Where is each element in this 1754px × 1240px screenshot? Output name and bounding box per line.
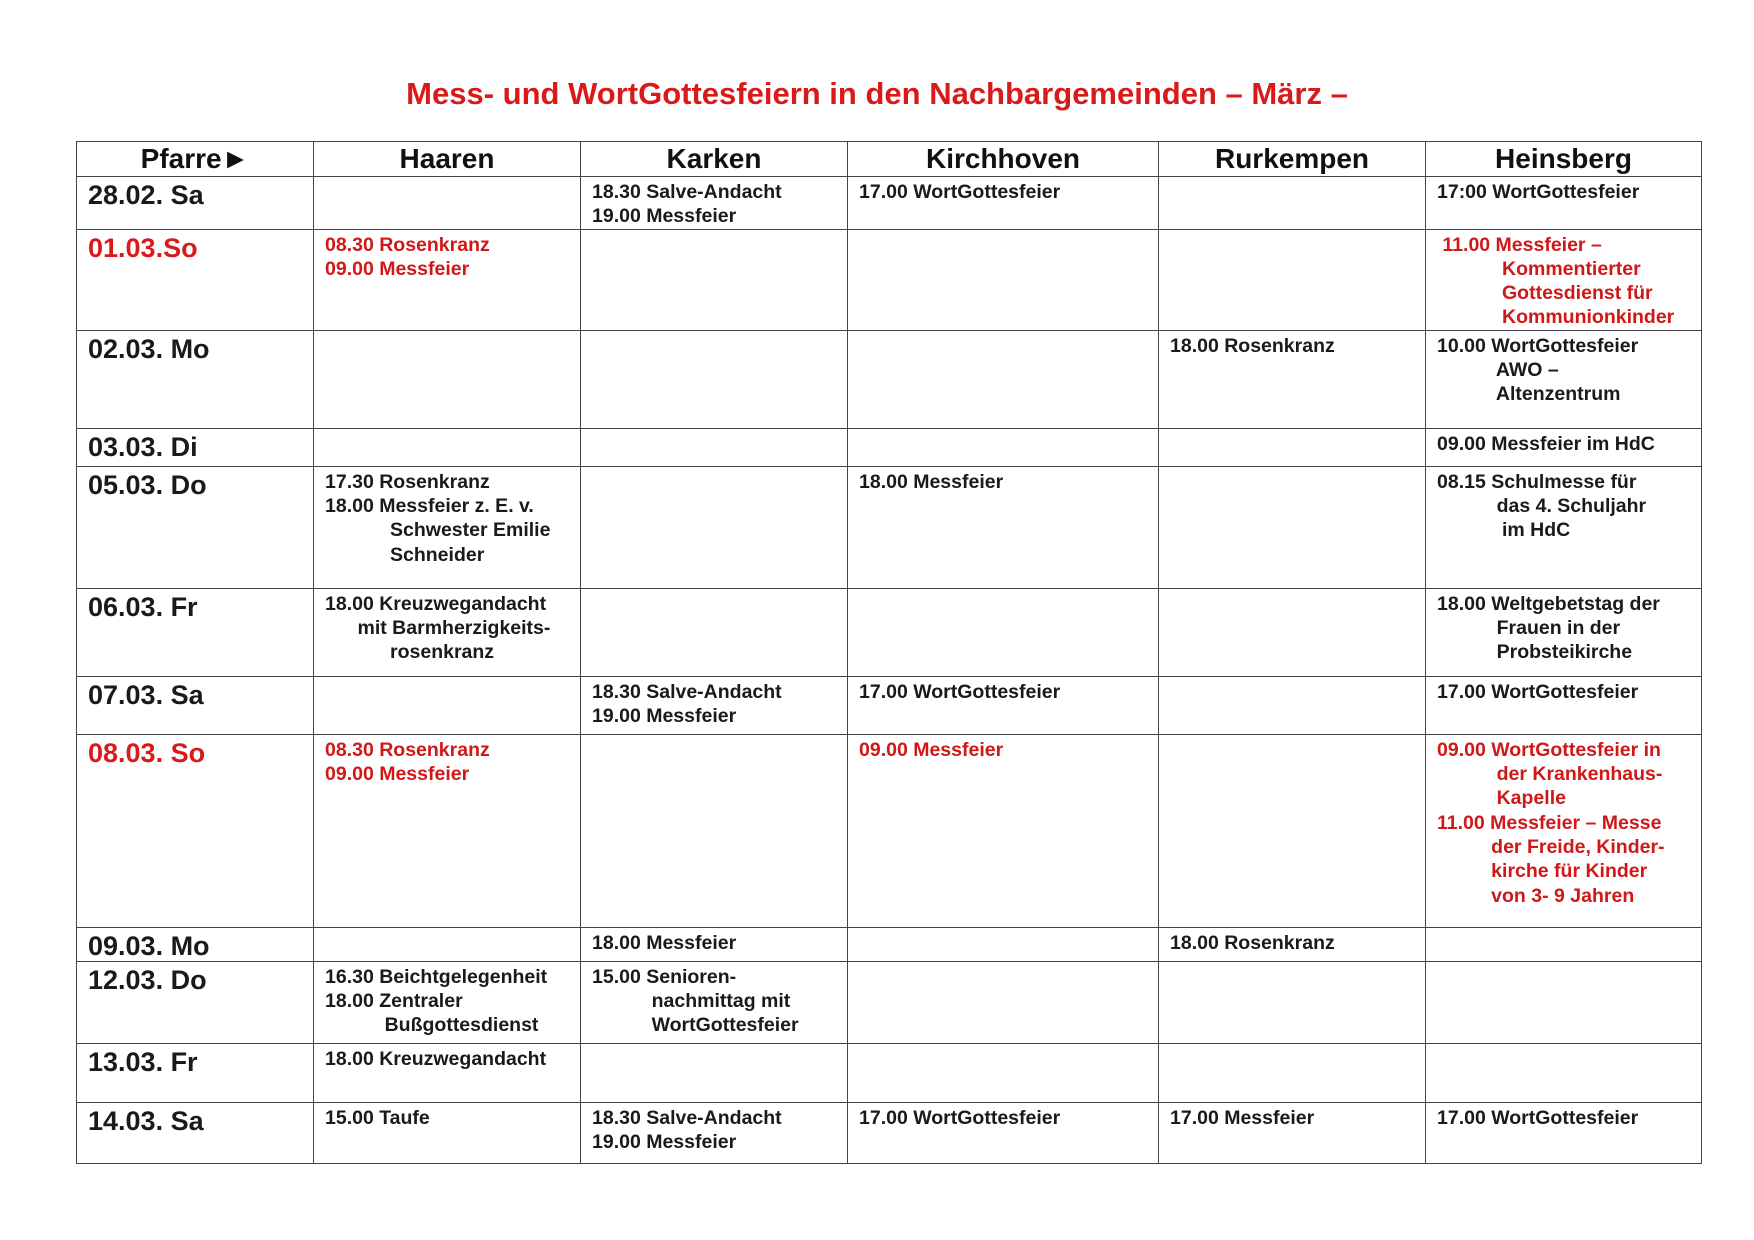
entry-line [1170, 432, 1425, 456]
cell-heinsberg [1426, 961, 1702, 1043]
cell-kirchhoven [848, 177, 1159, 230]
entry-line: 19.00 Messfeier [592, 705, 737, 728]
entry-line [1170, 180, 1425, 204]
cell-karken [581, 734, 848, 927]
cell-kirchhoven [848, 1043, 1159, 1102]
entry-line [325, 931, 580, 955]
entry-line [592, 432, 847, 456]
table-row [77, 330, 1702, 428]
entry-line: 18.00 Weltgebetstag der [1437, 592, 1660, 615]
entry-line: der Freide, Kinder- [1437, 835, 1665, 858]
day-cell: 09.03. Mo [77, 927, 314, 961]
day-cell: 01.03.So [77, 229, 314, 330]
entry-line: 18.00 Rosenkranz [1170, 334, 1335, 357]
column-header-haaren: Haaren [314, 142, 581, 177]
cell-karken [581, 330, 848, 428]
cell-heinsberg [1426, 229, 1702, 330]
cell-kirchhoven [848, 927, 1159, 961]
table-row [77, 588, 1702, 676]
entry-line: das 4. Schuljahr [1437, 495, 1647, 518]
entry-line: 17.00 WortGottesfeier [859, 1106, 1061, 1129]
day-cell: 02.03. Mo [77, 330, 314, 428]
cell-kirchhoven [848, 466, 1159, 588]
entry-line [859, 1047, 1158, 1071]
cell-haaren [314, 734, 581, 927]
entry-line: 09.00 Messfeier [325, 257, 470, 280]
cell-haaren [314, 330, 581, 428]
cell-karken [581, 229, 848, 330]
cell-rurkempen [1159, 961, 1426, 1043]
cell-heinsberg [1426, 177, 1702, 230]
entry-line [1170, 233, 1425, 257]
entry-line: 17.00 Messfeier [1170, 1106, 1315, 1129]
entry-line: rosenkranz [325, 641, 495, 664]
entry-line: 09.00 Messfeier im HdC [1437, 432, 1655, 455]
day-cell: 14.03. Sa [77, 1102, 314, 1163]
column-header-kirchhoven: Kirchhoven [848, 142, 1159, 177]
entry-line: Kapelle [1437, 787, 1566, 810]
entry-line: nachmittag mit [592, 990, 791, 1013]
entry-line [1437, 931, 1701, 955]
entry-line: 17.00 WortGottesfeier [859, 680, 1061, 703]
entry-line: der Krankenhaus- [1437, 763, 1663, 786]
cell-heinsberg [1426, 330, 1702, 428]
entry-line [1437, 1047, 1701, 1071]
entry-line: Probsteikirche [1437, 641, 1633, 664]
entry-line: 08.30 Rosenkranz [325, 738, 490, 761]
entry-line: Kommunionkinder [1437, 306, 1675, 329]
entry-line: 18.30 Salve-Andacht [592, 1106, 782, 1129]
entry-line: 18.30 Salve-Andacht [592, 680, 782, 703]
entry-line: AWO – [1437, 359, 1559, 382]
entry-line: WortGottesfeier [592, 1014, 799, 1037]
entry-line: 18.30 Salve-Andacht [592, 181, 782, 203]
cell-kirchhoven [848, 961, 1159, 1043]
entry-line: 11.00 Messfeier – Messe [1437, 811, 1662, 834]
entry-line: Bußgottesdienst [325, 1014, 539, 1037]
entry-line: 17.30 Rosenkranz [325, 470, 490, 493]
cell-haaren [314, 466, 581, 588]
cell-karken [581, 466, 848, 588]
cell-rurkempen [1159, 676, 1426, 734]
entry-line [592, 738, 847, 762]
entry-line: 17.00 WortGottesfeier [859, 181, 1061, 203]
entry-line [859, 334, 1158, 358]
column-header-karken: Karken [581, 142, 848, 177]
entry-line [325, 334, 580, 358]
cell-rurkempen [1159, 428, 1426, 466]
schedule-table [76, 141, 1702, 1164]
entry-line: Kommentierter [1437, 257, 1641, 280]
cell-karken [581, 676, 848, 734]
cell-rurkempen [1159, 1102, 1426, 1163]
entry-line [592, 592, 847, 616]
cell-kirchhoven [848, 588, 1159, 676]
entry-line [859, 965, 1158, 989]
entry-line: 09.00 WortGottesfeier in [1437, 738, 1661, 761]
cell-heinsberg [1426, 927, 1702, 961]
entry-line [859, 233, 1158, 257]
cell-haaren [314, 588, 581, 676]
entry-line [1170, 680, 1425, 704]
entry-line: 18.00 Messfeier z. E. v. [325, 495, 534, 518]
cell-kirchhoven [848, 734, 1159, 927]
table-row [77, 466, 1702, 588]
entry-line: 15.00 Senioren- [592, 965, 737, 988]
entry-line: 18.00 Messfeier [592, 931, 737, 954]
cell-karken [581, 588, 848, 676]
entry-line: von 3- 9 Jahren [1437, 884, 1635, 907]
cell-karken [581, 1043, 848, 1102]
entry-line: Schneider [325, 543, 485, 566]
table-row [77, 734, 1702, 927]
entry-line: 19.00 Messfeier [592, 1131, 737, 1154]
entry-line: Altenzentrum [1437, 383, 1621, 406]
entry-line: Frauen in der [1437, 617, 1621, 640]
cell-heinsberg [1426, 1043, 1702, 1102]
entry-line [325, 204, 580, 228]
entry-line [1170, 965, 1425, 989]
cell-heinsberg [1426, 734, 1702, 927]
entry-line [592, 334, 847, 358]
day-cell: 13.03. Fr [77, 1043, 314, 1102]
entry-line [325, 432, 580, 456]
cell-haaren [314, 1043, 581, 1102]
table-row [77, 229, 1702, 330]
cell-rurkempen [1159, 734, 1426, 927]
cell-haaren [314, 961, 581, 1043]
entry-line: Schwester Emilie [325, 519, 551, 542]
cell-karken [581, 927, 848, 961]
entry-line [325, 180, 580, 204]
cell-karken [581, 428, 848, 466]
entry-line: 09.00 Messfeier [325, 763, 470, 786]
cell-haaren [314, 177, 581, 230]
day-cell: 28.02. Sa [77, 177, 314, 230]
table-row [77, 1043, 1702, 1102]
entry-line [859, 432, 1158, 456]
table-row [77, 1102, 1702, 1163]
entry-line: 18.00 Messfeier [859, 470, 1004, 493]
entry-line: 10.00 WortGottesfeier [1437, 334, 1639, 357]
table-row [77, 177, 1702, 230]
day-cell: 05.03. Do [77, 466, 314, 588]
cell-heinsberg [1426, 1102, 1702, 1163]
entry-line: Gottesdienst für [1437, 282, 1653, 305]
entry-line: 08.15 Schulmesse für [1437, 470, 1637, 493]
cell-karken [581, 1102, 848, 1163]
cell-karken [581, 961, 848, 1043]
entry-line [592, 1047, 847, 1071]
cell-kirchhoven [848, 330, 1159, 428]
entry-line [859, 931, 1158, 955]
cell-rurkempen [1159, 1043, 1426, 1102]
schedule-body [77, 177, 1702, 1164]
cell-haaren [314, 927, 581, 961]
entry-line: 17:00 WortGottesfeier [1437, 181, 1640, 203]
entry-line: 09.00 Messfeier [859, 738, 1004, 761]
cell-heinsberg [1426, 588, 1702, 676]
table-row [77, 961, 1702, 1043]
entry-line: 08.30 Rosenkranz [325, 233, 490, 256]
cell-rurkempen [1159, 177, 1426, 230]
entry-line: 19.00 Messfeier [592, 205, 737, 228]
cell-heinsberg [1426, 428, 1702, 466]
cell-rurkempen [1159, 466, 1426, 588]
entry-line: 17.00 WortGottesfeier [1437, 1106, 1639, 1129]
entry-line: 18.00 Kreuzwegandacht [325, 1047, 547, 1070]
entry-line: 18.00 Zentraler [325, 990, 463, 1013]
cell-rurkempen [1159, 588, 1426, 676]
entry-line: 11.00 Messfeier – [1437, 233, 1602, 256]
entry-line: kirche für Kinder [1437, 860, 1648, 883]
cell-haaren [314, 1102, 581, 1163]
entry-line [1170, 1047, 1425, 1071]
entry-line [592, 470, 847, 494]
cell-haaren [314, 676, 581, 734]
entry-line: 18.00 Rosenkranz [1170, 931, 1335, 954]
page-title: Mess- und WortGottesfeiern in den Nachbargemeinden – März – [406, 76, 1348, 111]
day-cell: 07.03. Sa [77, 676, 314, 734]
day-cell: 06.03. Fr [77, 588, 314, 676]
day-cell: 03.03. Di [77, 428, 314, 466]
cell-haaren [314, 229, 581, 330]
cell-heinsberg [1426, 676, 1702, 734]
entry-line [325, 680, 580, 704]
cell-kirchhoven [848, 428, 1159, 466]
cell-rurkempen [1159, 229, 1426, 330]
cell-haaren [314, 428, 581, 466]
entry-line: mit Barmherzigkeits- [325, 617, 551, 640]
cell-kirchhoven [848, 229, 1159, 330]
entry-line: 15.00 Taufe [325, 1106, 430, 1129]
column-header-heinsberg: Heinsberg [1426, 142, 1702, 177]
entry-line: 16.30 Beichtgelegenheit [325, 965, 548, 988]
table-row [77, 428, 1702, 466]
cell-karken [581, 177, 848, 230]
cell-rurkempen [1159, 927, 1426, 961]
entry-line [859, 592, 1158, 616]
cell-kirchhoven [848, 1102, 1159, 1163]
day-cell: 12.03. Do [77, 961, 314, 1043]
header-row [77, 142, 1702, 177]
column-header-rurkempen: Rurkempen [1159, 142, 1426, 177]
entry-line [1437, 965, 1701, 989]
entry-line [1170, 738, 1425, 762]
entry-line [592, 233, 847, 257]
entry-line [1170, 470, 1425, 494]
day-cell: 08.03. So [77, 734, 314, 927]
entry-line: im HdC [1437, 519, 1571, 542]
entry-line: 17.00 WortGottesfeier [1437, 680, 1639, 703]
table-row [77, 927, 1702, 961]
cell-kirchhoven [848, 676, 1159, 734]
table-row [77, 676, 1702, 734]
entry-line: 18.00 Kreuzwegandacht [325, 592, 547, 615]
column-header-pfarre: Pfarre► [77, 142, 314, 177]
cell-heinsberg [1426, 466, 1702, 588]
cell-rurkempen [1159, 330, 1426, 428]
entry-line [1170, 592, 1425, 616]
